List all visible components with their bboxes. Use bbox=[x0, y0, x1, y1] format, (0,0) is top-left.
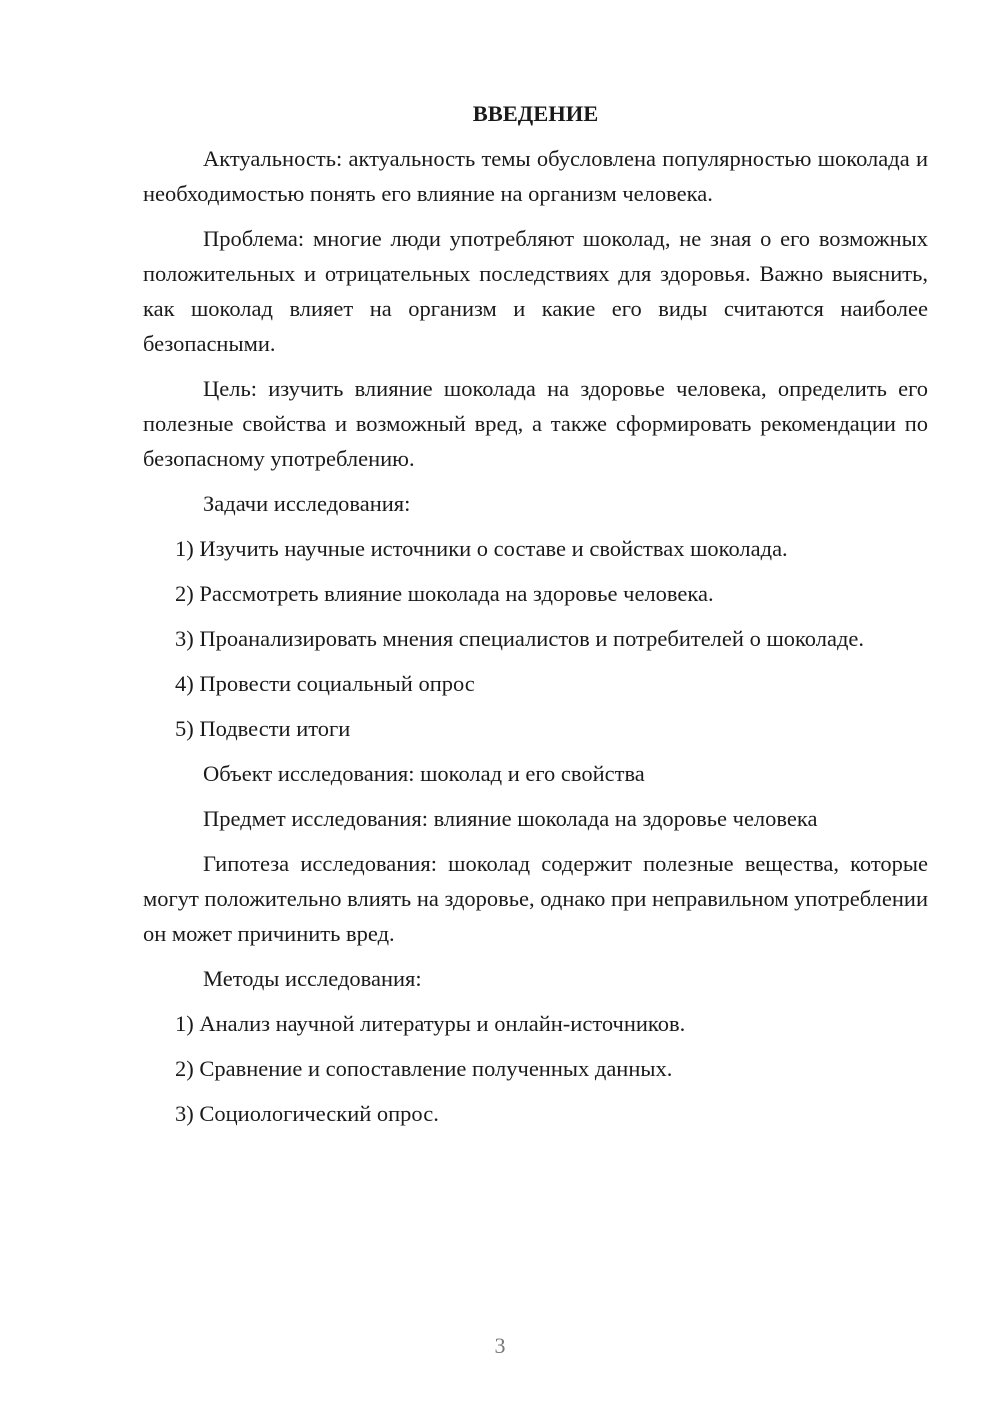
method-item-3: 3) Социологический опрос. bbox=[175, 1101, 439, 1126]
task-item-4: 4) Провести социальный опрос bbox=[175, 671, 475, 696]
problem-paragraph: Проблема: многие люди употребляют шоколад, не зная о его возможных положительных и отрицательных последствиях для здоровья. Важно выяснить, как шоколад влияет на организм и какие его виды считаются наиболее безопасными. bbox=[143, 226, 928, 356]
task-item-1: 1) Изучить научные источники о составе и свойствах шоколада. bbox=[175, 536, 788, 561]
hypothesis-paragraph: Гипотеза исследования: шоколад содержит полезные вещества, которые могут положительно влиять на здоровье, однако при неправильном употреблении он может причинить вред. bbox=[143, 851, 928, 946]
page-number: 3 bbox=[494, 1333, 506, 1358]
research-subject: Предмет исследования: влияние шоколада на здоровье человека bbox=[203, 806, 818, 831]
page-title: ВВЕДЕНИЕ bbox=[472, 101, 599, 126]
page-content bbox=[143, 96, 928, 1141]
method-item-2: 2) Сравнение и сопоставление полученных данных. bbox=[175, 1056, 673, 1081]
task-item-2: 2) Рассмотреть влияние шоколада на здоровье человека. bbox=[175, 581, 714, 606]
research-object: Объект исследования: шоколад и его свойства bbox=[203, 761, 645, 786]
task-item-3: 3) Проанализировать мнения специалистов и потребителей о шоколаде. bbox=[175, 626, 865, 651]
goal-paragraph: Цель: изучить влияние шоколада на здоровье человека, определить его полезные свойства и возможный вред, а также сформировать рекомендации по безопасному употреблению. bbox=[143, 376, 928, 471]
task-item-5: 5) Подвести итоги bbox=[175, 716, 351, 741]
relevance-paragraph: Актуальность: актуальность темы обусловлена популярностью шоколада и необходимостью понять его влияние на организм человека. bbox=[143, 146, 928, 206]
methods-heading: Методы исследования: bbox=[203, 966, 422, 991]
method-item-1: 1) Анализ научной литературы и онлайн-источников. bbox=[175, 1011, 686, 1036]
tasks-heading: Задачи исследования: bbox=[203, 491, 411, 516]
